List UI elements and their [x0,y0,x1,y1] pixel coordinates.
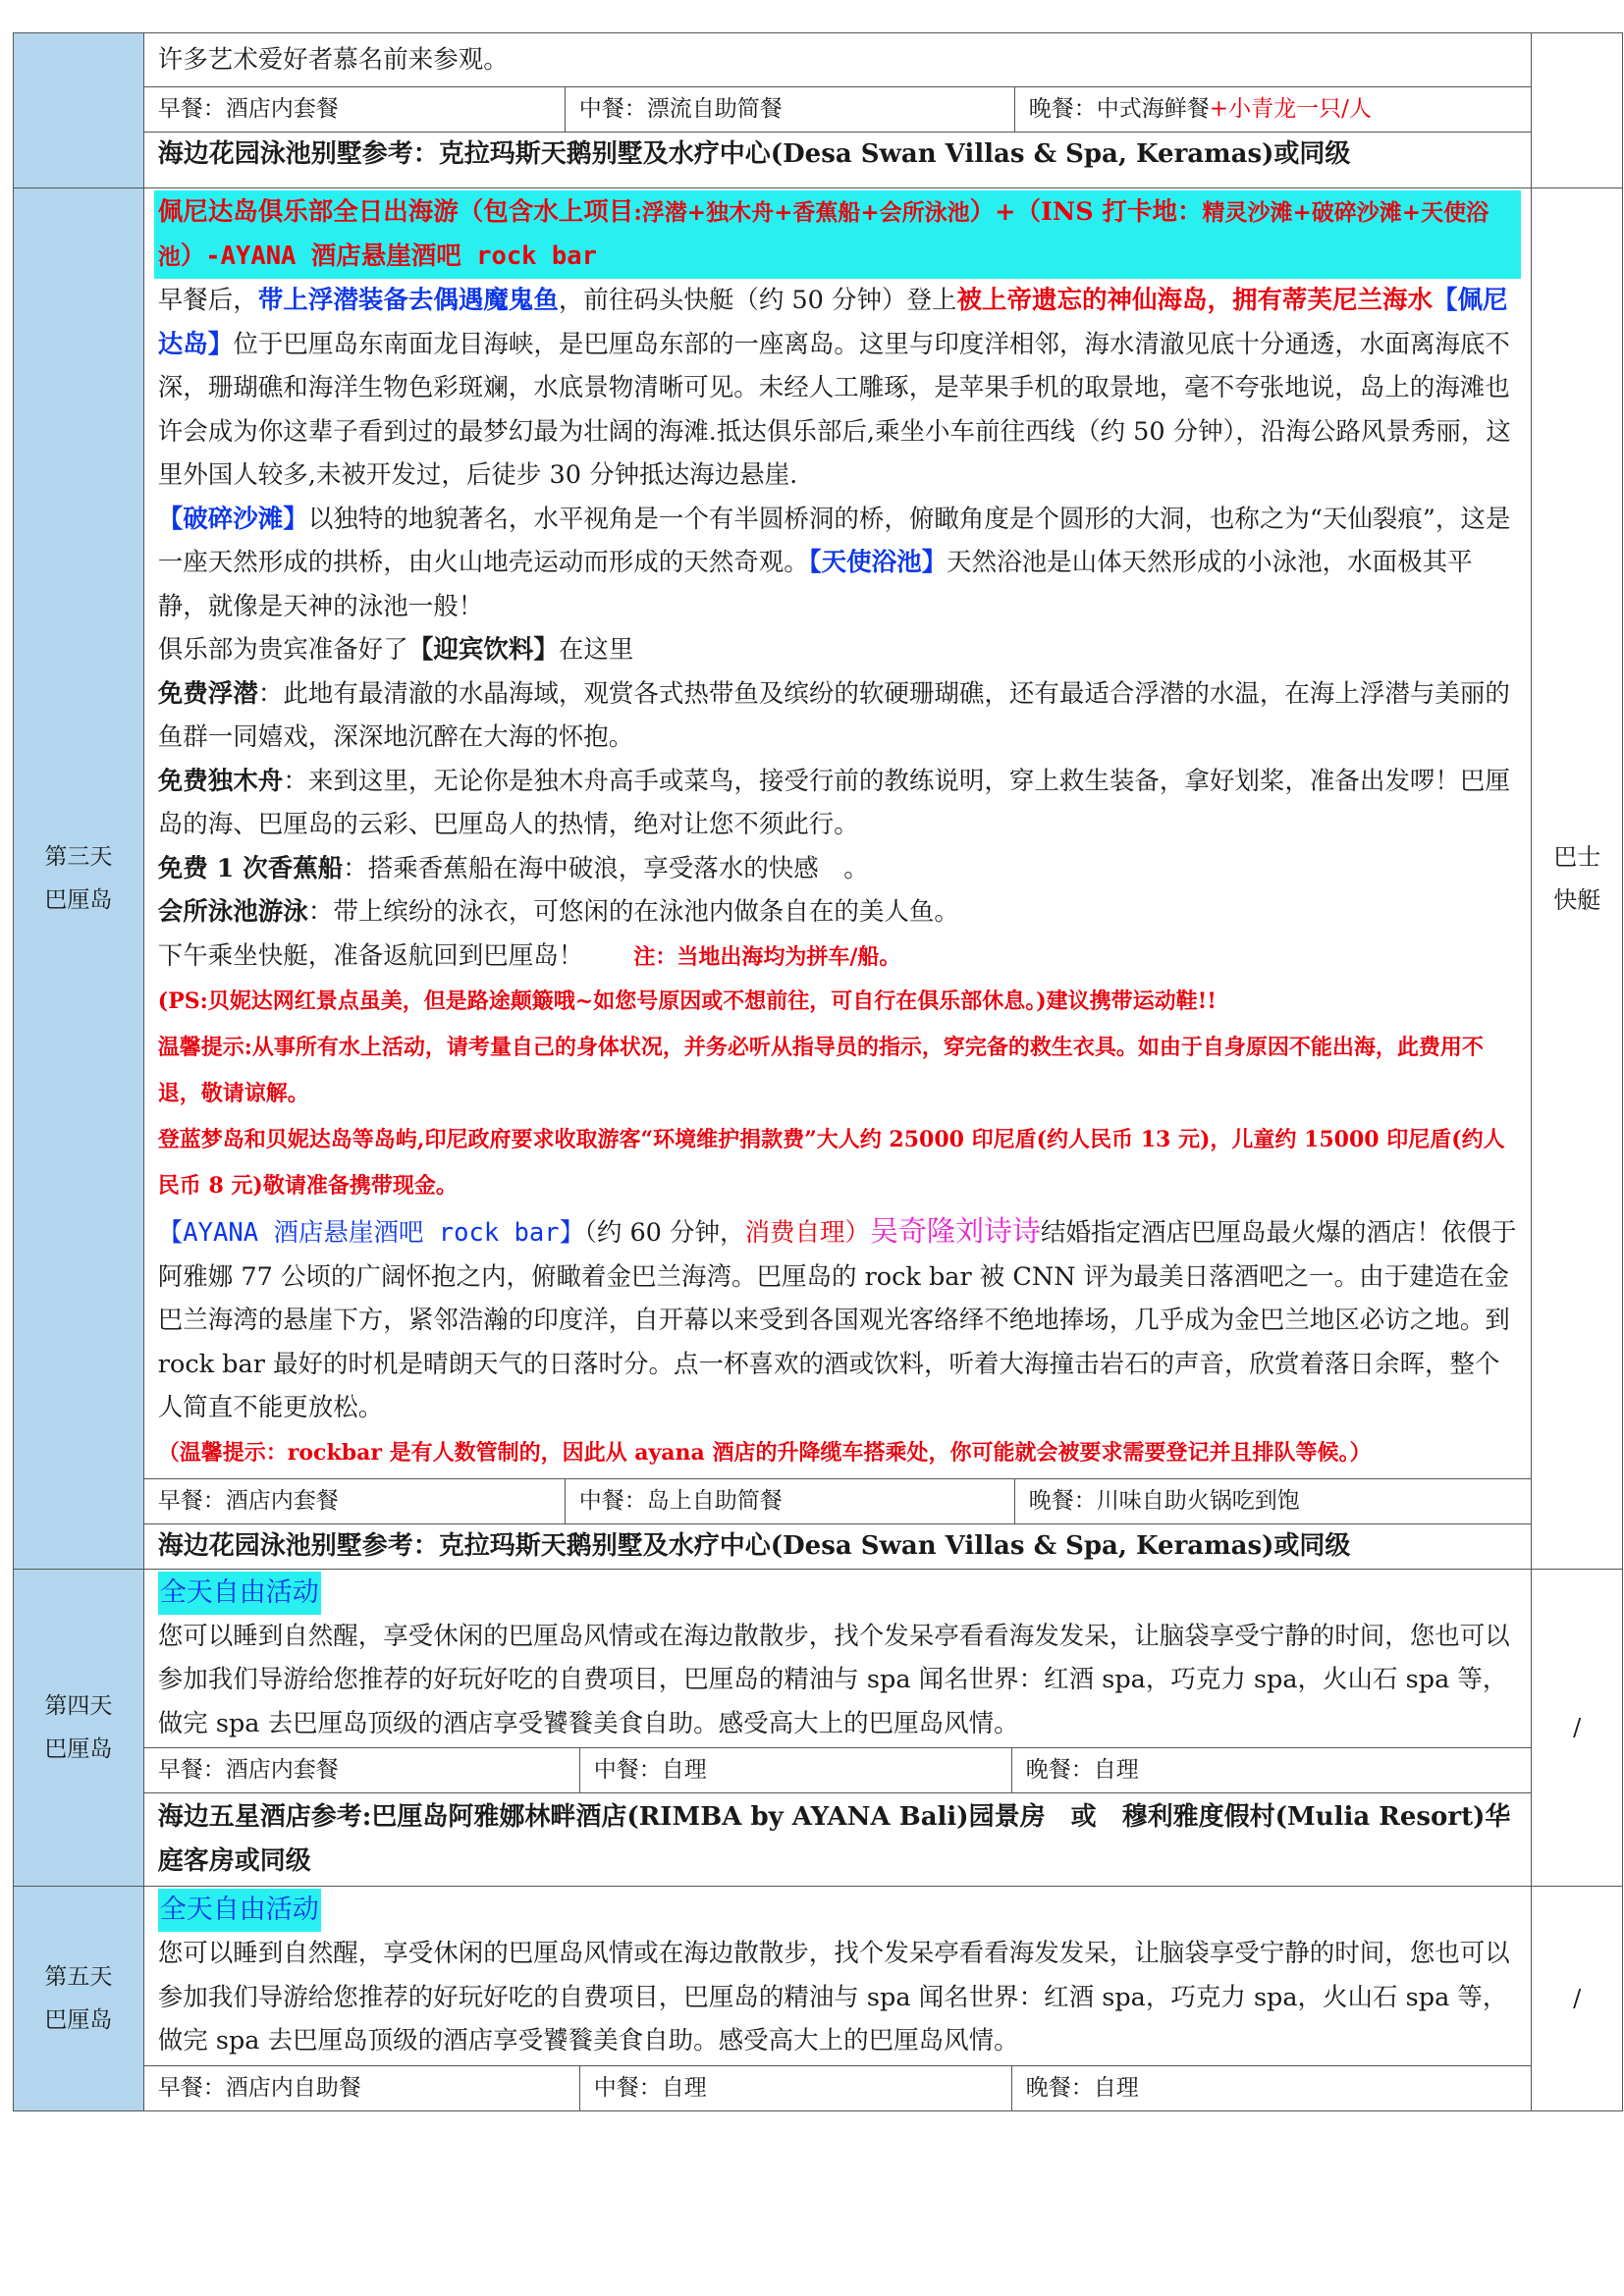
day5-meals [144,2065,1532,2110]
breakfast: 早餐：酒店内套餐 [157,1487,339,1514]
breakfast: 早餐：酒店内套餐 [157,1757,339,1783]
transport-bus: 巴士 [1553,842,1601,871]
day3-para-8: 下午乘坐快艇，准备返航回到巴厘岛！ 注：当地出海均为拼车/船。 [157,940,901,971]
day5-day-cell [14,1887,144,2111]
day3-meals [144,1478,1532,1524]
day3-transport-cell [1532,188,1623,1570]
day3-para-9: 【AYANA 酒店悬崖酒吧 rock bar】（约 60 分钟，消费自理）吴奇隆刘诗诗结婚指定酒店巴厘岛最火爆的酒店！依偎于阿雅娜 77 公顷的广阔怀抱之内，俯瞰着金巴兰海湾。巴厘岛的 rock bar 被 CNN 评为最美日落酒吧之一。由于建造在金巴兰海湾的悬崖下方，紧邻浩瀚的印度洋，自开幕以来受到各国观光客络绎不绝地捧场，几乎成为金巴兰地区必访之地。到 rock bar 最好的时机是晴朗天气的日落时分。点一杯喜欢的酒或饮料，听着大海撞击岩石的声音，欣赏着落日余晖，整个人简直不能更放松。 [157,1214,1517,1422]
day3-note-2: 温馨提示:从事所有水上活动，请考量自己的身体状况，并务必听从指导员的指示，穿完备的救生衣具。如由于自身原因不能出海，此费用不退，敬请谅解。 [157,1035,1484,1106]
day4-day-cell [14,1569,144,1887]
day4-body: 您可以睡到自然醒，享受休闲的巴厘岛风情或在海边散散步，找个发呆亭看看海发发呆，让脑袋享受宁静的时间，您也可以参加我们导游给您推荐的好玩好吃的自费项目，巴厘岛的精油与 spa 闻名世界：红酒 spa，巧克力 spa，火山石 spa 等，做完 spa 去巴厘岛顶级的酒店享受饕餮美食自助。感受高大上的巴厘岛风情。 [157,1621,1510,1738]
lunch: 中餐：自理 [579,2066,1011,2110]
day4-meals [144,1747,1532,1793]
day4-place: 巴厘岛 [44,1735,113,1762]
day3-label: 第三天 [44,843,113,870]
lunch: 中餐：漂流自助简餐 [565,87,1014,132]
day4-transport-cell [1532,1569,1623,1887]
lunch: 中餐：岛上自助简餐 [565,1479,1014,1523]
day5-transport-cell [1532,1887,1623,2111]
dinner: 晚餐：中式海鲜餐+小青龙一只/人 [1014,87,1532,132]
lunch: 中餐：自理 [579,1748,1011,1792]
day3-note-3: 登蓝梦岛和贝妮达岛等岛屿,印尼政府要求收取游客“环境维护捐款费”大人约 25000 印尼盾(约人民币 13 元)，儿童约 15000 印尼盾(约人民币 8 元)敬请准备携带现金。 [157,1127,1505,1199]
day5-heading: 全天自由活动 [158,1889,321,1932]
day4-content [143,1569,1532,1887]
day3-day-cell [14,188,144,1570]
day5-body: 您可以睡到自然醒，享受休闲的巴厘岛风情或在海边散散步，找个发呆亭看看海发发呆，让脑袋享受宁静的时间，您也可以参加我们导游给您推荐的好玩好吃的自费项目，巴厘岛的精油与 spa 闻名世界：红酒 spa，巧克力 spa，火山石 spa 等，做完 spa 去巴厘岛顶级的酒店享受饕餮美食自助。感受高大上的巴厘岛风情。 [157,1939,1510,2056]
day5-place: 巴厘岛 [44,2006,113,2033]
dinner: 晚餐：自理 [1011,2066,1532,2110]
day3-content [143,188,1532,1570]
day2-text: 许多艺术爱好者慕名前来参观。 [157,45,509,75]
day4-hotel: 海边五星酒店参考:巴厘岛阿雅娜林畔酒店(RIMBA by AYANA Bali)园景房 或 穆利雅度假村(Mulia Resort)华庭客房或同级 [157,1802,1511,1876]
day5-label: 第五天 [44,1963,113,1990]
day4-transport: / [1573,1713,1582,1741]
day2-day-cell [14,33,144,188]
day2-hotel: 海边花园泳池别墅参考：克拉玛斯天鹅别墅及水疗中心(Desa Swan Villas & Spa, Keramas)或同级 [157,139,1351,169]
day5-transport: / [1573,1984,1582,2012]
day4-row [14,1569,1623,1887]
day3-place: 巴厘岛 [44,886,113,913]
day2-meals [144,86,1532,133]
day2-row [14,33,1623,188]
day3-para-3: 俱乐部为贵宾准备好了【迎宾饮料】在这里 [157,635,634,665]
day3-para-6: 免费 1 次香蕉船：搭乘香蕉船在海中破浪，享受落水的快感 。 [157,853,869,883]
breakfast: 早餐：酒店内套餐 [157,96,339,122]
day2-transport-cell [1532,33,1623,188]
day3-para-7: 会所泳池游泳：带上缤纷的泳衣，可悠闲的在泳池内做条自在的美人鱼。 [157,897,959,927]
day5-row [14,1887,1623,2111]
day3-para-4: 免费浮潜：此地有最清澈的水晶海域，观赏各式热带鱼及缤纷的软硬珊瑚礁，还有最适合浮潜的水温，在海上浮潜与美丽的鱼群一同嬉戏，深深地沉醉在大海的怀抱。 [157,678,1510,752]
day3-para-5: 免费独木舟：来到这里，无论你是独木舟高手或菜鸟，接受行前的教练说明，穿上救生装备，拿好划桨，准备出发啰！巴厘岛的海、巴厘岛的云彩、巴厘岛人的热情，绝对让您不须此行。 [157,766,1510,839]
day3-note-4: （温馨提示：rockbar 是有人数管制的，因此从 ayana 酒店的升降缆车搭乘处，你可能就会被要求需要登记并且排队等候。） [157,1439,1372,1466]
day3-hotel: 海边花园泳池别墅参考：克拉玛斯天鹅别墅及水疗中心(Desa Swan Villas & Spa, Keramas)或同级 [157,1530,1351,1561]
day2-content [143,33,1532,188]
day5-content [143,1887,1532,2111]
itinerary-table [13,32,1623,2111]
day3-title: 佩尼达岛俱乐部全日出海游（包含水上项目:浮潜+独木舟+香蕉船+会所泳池）+（INS 打卡地：精灵沙滩+破碎沙滩+天使浴池）-AYANA 酒店悬崖酒吧 rock bar [154,190,1522,279]
dinner: 晚餐：川味自助火锅吃到饱 [1014,1479,1532,1523]
dinner: 晚餐：自理 [1011,1748,1532,1792]
day4-heading: 全天自由活动 [158,1572,321,1615]
day3-para-1: 早餐后，带上浮潜装备去偶遇魔鬼鱼，前往码头快艇（约 50 分钟）登上被上帝遗忘的神仙海岛，拥有蒂芙尼兰海水【佩尼达岛】位于巴厘岛东南面龙目海峡，是巴厘岛东部的一座离岛。这里与印度洋相邻，海水清澈见底十分通透，水面离海底不深，珊瑚礁和海洋生物色彩斑斓，水底景物清晰可见。未经人工雕琢，是苹果手机的取景地，毫不夸张地说，岛上的海滩也许会成为你这辈子看到过的最梦幻最为壮阔的海滩.抵达俱乐部后,乘坐小车前往西线（约 50 分钟），沿海公路风景秀丽，这里外国人较多,未被开发过，后徒步 30 分钟抵达海边悬崖. [157,286,1511,490]
day3-row [14,188,1623,1570]
day4-label: 第四天 [44,1692,113,1719]
breakfast: 早餐：酒店内自助餐 [157,2074,361,2101]
day3-note-1: (PS:贝妮达网红景点虽美，但是路途颠簸哦~如您号原因或不想前往，可自行在俱乐部休息。)建议携带运动鞋!! [157,988,1217,1014]
day3-para-2: 【破碎沙滩】以独特的地貌著名，水平视角是一个有半圆桥洞的桥，俯瞰角度是个圆形的大洞，也称之为“天仙裂痕”，这是一座天然形成的拱桥，由火山地壳运动而形成的天然奇观。【天使浴池】天然浴池是山体天然形成的小泳池，水面极其平静，就像是天神的泳池一般！ [157,504,1511,621]
transport-boat: 快艇 [1553,885,1601,914]
